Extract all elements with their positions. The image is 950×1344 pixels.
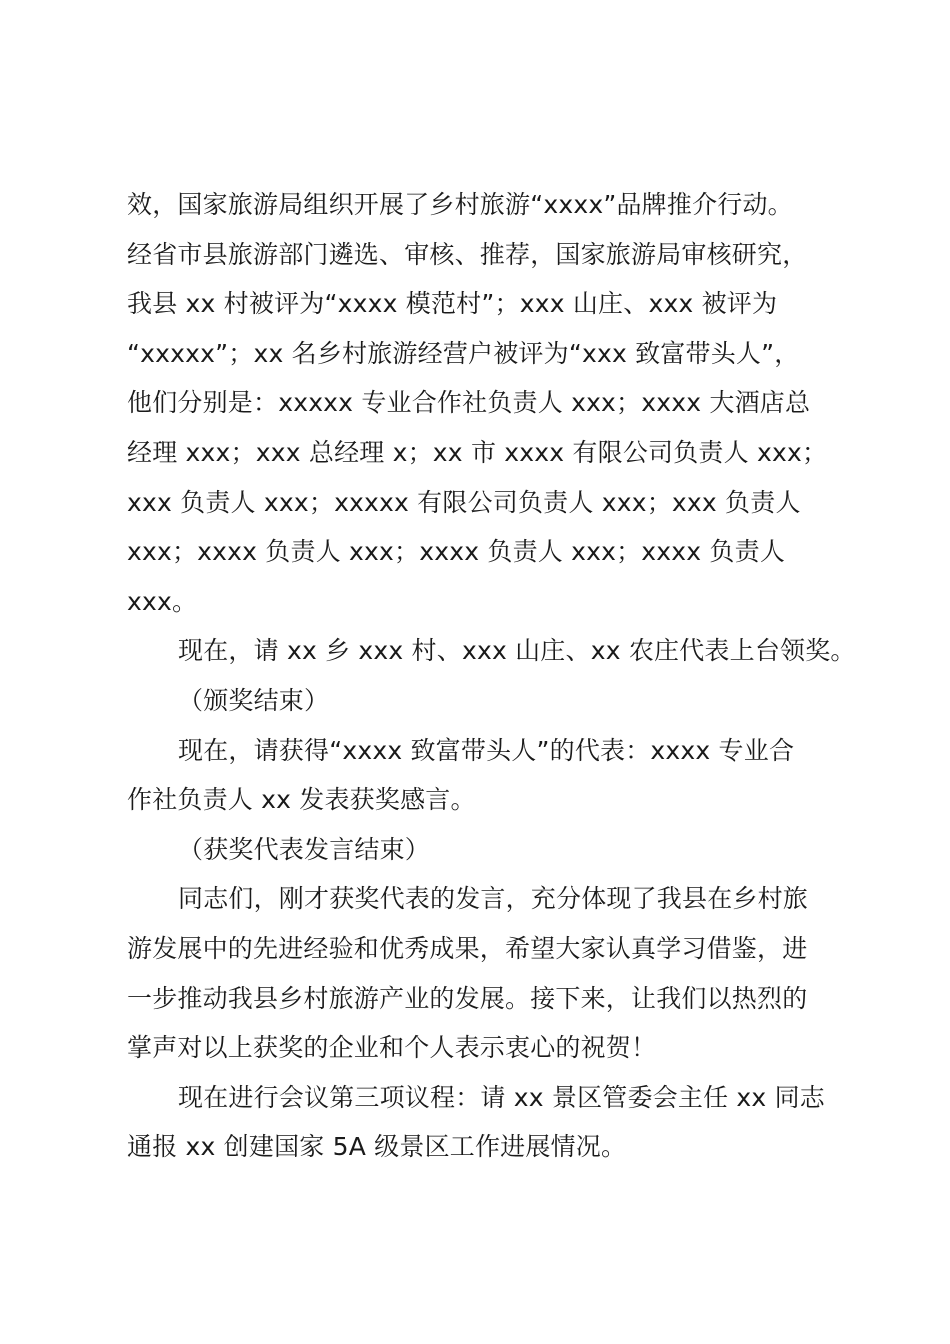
text-line: 作社负责人 xx 发表获奖感言。: [127, 785, 476, 815]
document-body: [127, 180, 856, 1172]
text-line: 效，国家旅游局组织开展了乡村旅游“xxxx”品牌推介行动。: [127, 190, 793, 219]
text-line: 游发展中的先进经验和优秀成果，希望大家认真学习借鉴，进: [127, 933, 808, 963]
text-line: “xxxxx”；xx 名乡村旅游经营户被评为“xxx 致富带头人”，: [127, 338, 800, 368]
paragraph-first-line: 现在进行会议第三项议程：请 xx 景区管委会主任 xx 同志: [178, 1082, 825, 1112]
text-line: 掌声对以上获奖的企业和个人表示衷心的祝贺！: [127, 1033, 657, 1063]
paragraph-first-line: 现在，请获得“xxxx 致富带头人”的代表：xxxx 专业合: [178, 735, 795, 765]
text-line: 经省市县旅游部门遴选、审核、推荐，国家旅游局审核研究，: [127, 239, 808, 269]
text-line: xxx。: [127, 586, 198, 616]
text-line: 通报 xx 创建国家 5A 级景区工作进展情况。: [127, 1132, 627, 1162]
stage-note: （颁奖结束）: [178, 685, 330, 715]
text-line: xxx；xxxx 负责人 xxx；xxxx 负责人 xxx；xxxx 负责人: [127, 537, 786, 567]
paragraph-first-line: 同志们，刚才获奖代表的发言，充分体现了我县在乡村旅: [178, 884, 809, 914]
stage-note: （获奖代表发言结束）: [178, 834, 431, 864]
text-line: 我县 xx 村被评为“xxxx 模范村”；xxx 山庄、xxx 被评为: [127, 289, 778, 319]
text-line: 一步推动我县乡村旅游产业的发展。接下来，让我们以热烈的: [127, 983, 808, 1013]
text-line: 经理 xxx；xxx 总经理 x；xx 市 xxxx 有限公司负责人 xxx；: [127, 437, 828, 467]
text-line: xxx 负责人 xxx；xxxxx 有限公司负责人 xxx；xxx 负责人: [127, 487, 801, 517]
paragraph-first-line: 现在，请 xx 乡 xxx 村、xxx 山庄、xx 农庄代表上台领奖。: [178, 636, 856, 666]
text-line: 他们分别是：xxxxx 专业合作社负责人 xxx；xxxx 大酒店总: [127, 388, 811, 418]
